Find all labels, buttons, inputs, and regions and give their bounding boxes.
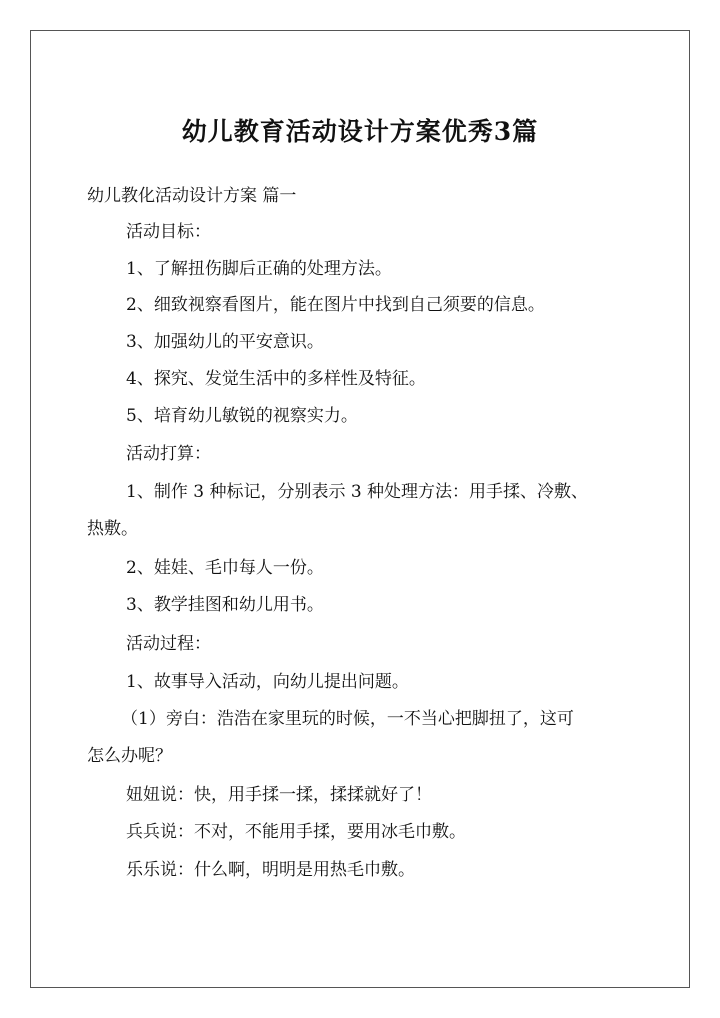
page-border [30, 30, 690, 988]
goal-item: 4、探究、发觉生活中的多样性及特征。 [126, 369, 426, 389]
section-heading: 幼儿教化活动设计方案 篇一 [87, 186, 297, 206]
prep-item: 2、娃娃、毛巾每人一份。 [126, 558, 324, 578]
dialogue-line: 兵兵说：不对，不能用手揉，要用冰毛巾敷。 [126, 822, 466, 842]
dialogue-line: 妞妞说：快，用手揉一揉，揉揉就好了！ [126, 785, 432, 805]
goal-item: 2、细致视察看图片，能在图片中找到自己须要的信息。 [126, 295, 545, 315]
goal-item: 1、了解扭伤脚后正确的处理方法。 [126, 259, 392, 279]
goals-heading: 活动目标： [126, 222, 211, 242]
goal-item: 5、培育幼儿敏锐的视察实力。 [126, 406, 358, 426]
goal-item: 3、加强幼儿的平安意识。 [126, 332, 324, 352]
prep-item-continuation: 热敷。 [87, 519, 138, 539]
prep-item: 3、教学挂图和幼儿用书。 [126, 595, 324, 615]
document-title: 幼儿教育活动设计方案优秀3篇 [181, 117, 539, 146]
process-item: （1）旁白：浩浩在家里玩的时候，一不当心把脚扭了，这可 [121, 709, 574, 729]
prep-heading: 活动打算： [126, 444, 211, 464]
dialogue-line: 乐乐说：什么啊，明明是用热毛巾敷。 [126, 860, 415, 880]
prep-item: 1、制作 3 种标记，分别表示 3 种处理方法：用手揉、冷敷、 [126, 482, 589, 502]
process-heading: 活动过程： [126, 634, 211, 654]
process-item: 1、故事导入活动，向幼儿提出问题。 [126, 672, 409, 692]
process-item-continuation: 怎么办呢？ [87, 746, 172, 766]
